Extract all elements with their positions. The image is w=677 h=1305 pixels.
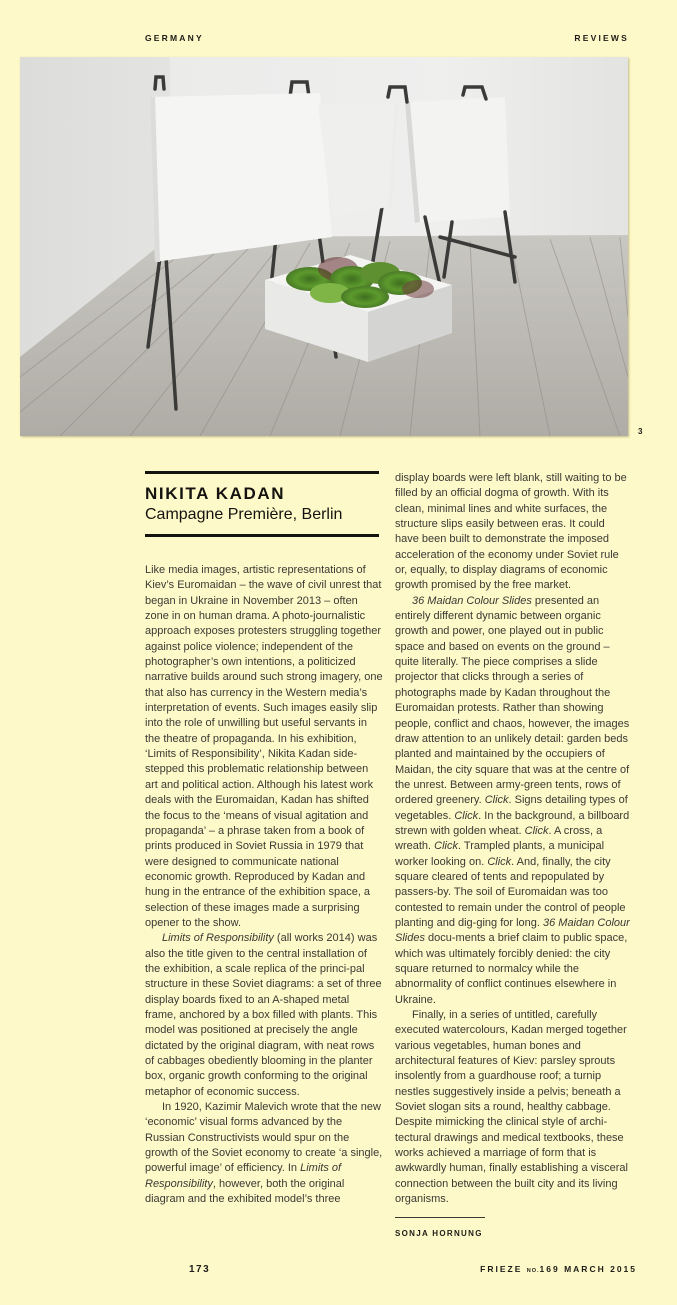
title-rule-top xyxy=(145,471,379,474)
body-paragraph xyxy=(395,1008,631,1207)
paragraph-text: , however, both the original diagram and the exhibited model’s three xyxy=(145,1177,345,1206)
paragraph-text: . Signs detailing types of vegetables. xyxy=(395,794,628,822)
body-paragraph xyxy=(145,1100,383,1207)
artist-name: NIKITA KADAN xyxy=(145,484,286,503)
work-title: 36 Maidan Colour Slides xyxy=(395,916,630,945)
work-title: Click xyxy=(484,794,509,807)
installation-photo xyxy=(20,57,628,436)
section-label-left: GERMANY xyxy=(145,33,204,43)
body-paragraph xyxy=(145,931,383,1100)
work-title: Limits of Responsibility xyxy=(162,932,274,945)
magazine-name: FRIEZE xyxy=(480,1264,523,1274)
work-title: Click xyxy=(524,824,549,837)
section-label-right: REVIEWS xyxy=(574,33,629,43)
work-title: Click xyxy=(487,855,512,868)
paragraph-text: Finally, in a series of untitled, carefully executed watercolours, Kadan merged together various vegetables, human bones and architectural features of Kiev: parsley sprouts insolently from a guardhouse roof; a turnip nestles suggestively inside a pelvis; beneath a Soviet slogan sits a round, healthy cabbage. Despite mimicking the clinical style of archi-tectural drawings and medical textbooks, these works achieved a marriage of form that is awkwardly human, finally establishing a visceral connection between the built city and its living organisms. xyxy=(395,1009,628,1206)
body-column-right-text xyxy=(395,471,631,1208)
byline: SONJA HORNUNG xyxy=(395,1228,483,1238)
work-title: Limits of Responsibility xyxy=(145,1162,342,1190)
body-paragraph xyxy=(145,563,383,931)
issue-info xyxy=(480,1264,637,1274)
work-title: Click xyxy=(434,840,458,853)
paragraph-text: . Trampled plants, a municipal worker looking on. xyxy=(395,840,605,868)
photo-caption-number: 3 xyxy=(638,427,643,436)
body-paragraph xyxy=(395,471,631,594)
paragraph-text: display boards were left blank, still waiting to be filled by an official dogma of growth. With its clean, minimal lines and white surfaces, the structure slips easily between eras. It could have been built to demonstrate the imposed acceleration of the economy under Soviet rule or, equally, to display diagrams of economic growth promised by the free market. xyxy=(395,472,627,592)
venue: Campagne Première, Berlin xyxy=(145,506,343,523)
paragraph-text: . A cross, a wreath. xyxy=(395,824,603,853)
paragraph-text: docu-ments a brief claim to public space, which was ultimately forcibly denied: the city square returned to normalcy while the abnormality of conflict continues elsewhere in Ukraine. xyxy=(395,932,628,1006)
work-title: 36 Maidan Colour Slides xyxy=(412,594,532,607)
installation-photo-illustration xyxy=(20,57,628,436)
body-column-right xyxy=(395,471,631,1241)
issue-prefix: NO. xyxy=(526,1268,540,1274)
paragraph-text: . In the background, a billboard strewn with golden wheat. xyxy=(395,809,630,837)
paragraph-text: . And, finally, the city square cleared of tents and repopulated by passers-by. The soil of Euromaidan was too contested to remain under the control of people planting and dig-ging for long. xyxy=(395,855,626,929)
paragraph-text: (all works 2014) was also the title given to the central installation of the exhibition, a scale replica of the princi-pal structure in these Soviet diagrams: a set of three display boards fixed to an A-shaped metal frame, anchored by a box filled with plants. This model was positioned at precisely the angle dictated by the original diagram, with neat rows of cabbages obediently blooming in the planter box, organic growth conforming to the original metaphor of economic success. xyxy=(145,932,382,1098)
body-paragraph xyxy=(395,594,631,1008)
paragraph-text: Like media images, artistic representations of Kiev’s Euromaidan – the wave of civil unrest that began in Ukraine in November 2013 – often zone in on human drama. A photo-journalistic approach exposes protesters struggling together against police violence; independent of the photographer’s own intentions, a politicized narrative builds around such strong imagery, one that also has currency in the Western media’s interpretation of events. Such images easily slip into the role of unwilling but useful servants in the theatre of propaganda. In his exhibition, ‘Limits of Responsibility’, Nikita Kadan side-stepped this problematic relationship between art and political action. Although his latest work deals with the Euromaidan, Kadan has shifted the focus to the ‘means of visual agitation and propaganda’ – a phrase taken from a book of prints produced in Soviet Russia in 1979 that were designed to communicate national economic growth. Reproduced by Kadan and hung in the entrance of the exhibition space, a selection of these images made a surprising opener to the show. xyxy=(145,564,383,929)
issue-details: 169 MARCH 2015 xyxy=(539,1264,637,1274)
page-number: 173 xyxy=(189,1264,211,1275)
review-title-block xyxy=(145,471,379,537)
paragraph-text: In 1920, Kazimir Malevich wrote that the new ‘economic’ visual forms advanced by the Russian Constructivists would spur on the growth of the Soviet economy to create ‘a single, powerful image’ of efficiency. In xyxy=(145,1101,383,1175)
work-title: Click xyxy=(454,809,479,822)
body-column-left xyxy=(145,563,383,1207)
byline-rule xyxy=(395,1217,485,1218)
title-rule-bottom xyxy=(145,534,379,537)
paragraph-text: presented an entirely different dynamic between organic growth and power, one played out in public space and based on events on the ground – quite literally. The piece comprises a slide projector that clicks through a series of photographs made by Kadan throughout the Euromaidan protests. Rather than showing people, conflict and chaos, however, the images draw attention to an unlikely detail: garden beds planted and maintained by the occupiers of Maidan, the city square that was at the centre of the unrest. Between army-green tents, rows of ordered greenery. xyxy=(395,594,630,807)
